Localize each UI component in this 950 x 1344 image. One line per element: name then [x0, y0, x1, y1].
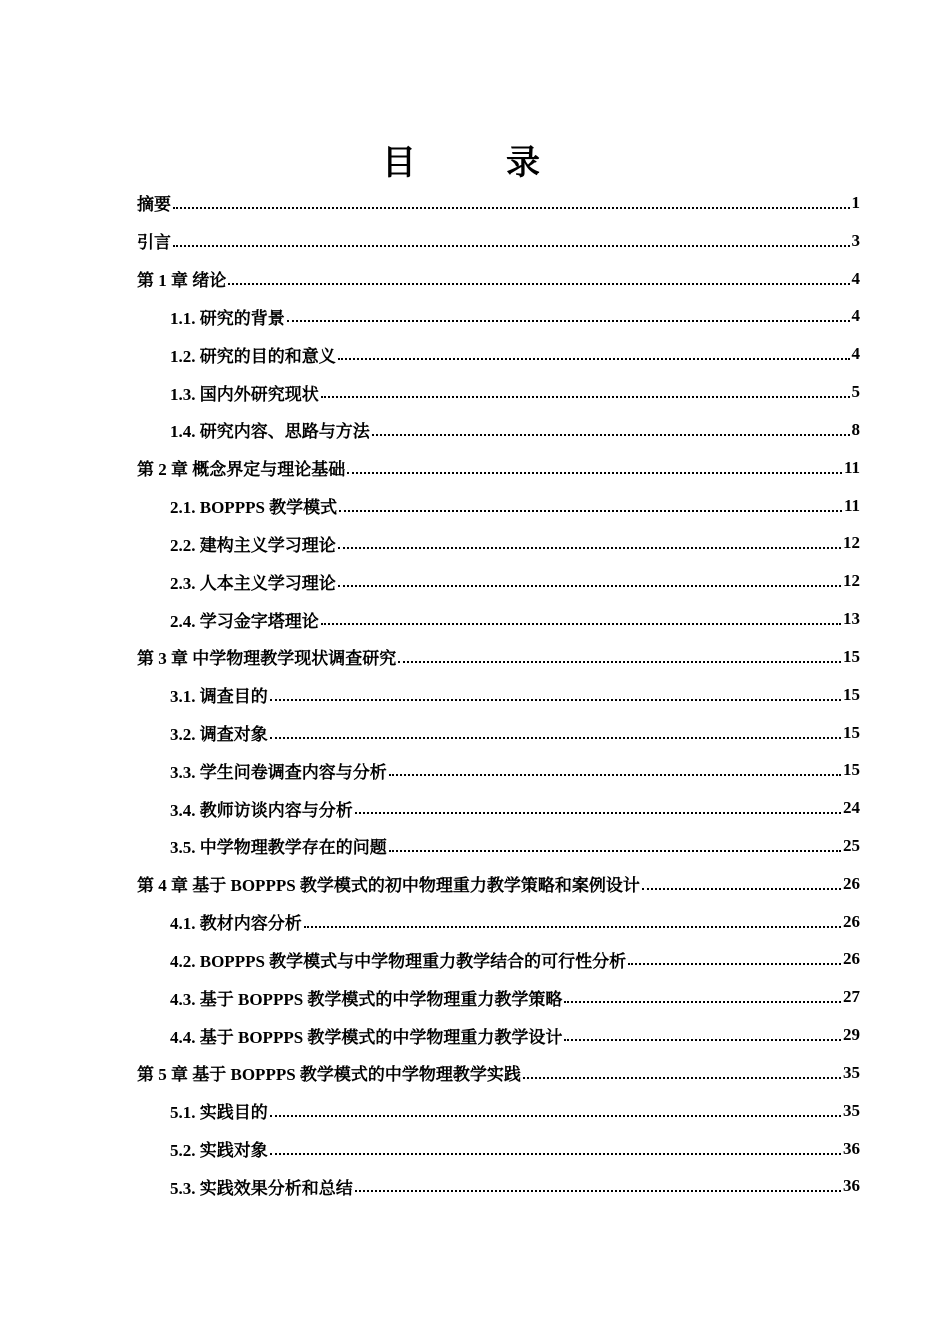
toc-entry-label: 第 3 章 中学物理教学现状调查研究 [137, 649, 397, 669]
toc-section-entry[interactable] [137, 411, 860, 449]
toc-entry-label: 3.1. 调查目的 [170, 687, 268, 707]
toc-chapter-entry[interactable] [137, 222, 860, 260]
toc-entry-label: 第 2 章 概念界定与理论基础 [137, 460, 346, 480]
dot-leader [338, 358, 850, 360]
dot-leader [642, 888, 841, 890]
dot-leader [355, 812, 841, 814]
toc-page-number: 8 [851, 419, 860, 439]
toc-entry-label: 4.2. BOPPPS 教学模式与中学物理重力教学结合的可行性分析 [170, 951, 627, 971]
toc-entry-label: 2.3. 人本主义学习理论 [170, 573, 336, 593]
toc-entry-label: 5.2. 实践对象 [170, 1141, 268, 1161]
toc-entry-label: 3.2. 调查对象 [170, 725, 268, 744]
toc-page-number: 12 [843, 533, 860, 553]
toc-page-number: 26 [843, 949, 860, 969]
toc-page-number: 26 [843, 873, 860, 893]
toc-page-number: 5 [851, 382, 860, 402]
dot-leader [564, 1001, 841, 1003]
toc-entry-label: 引言 [137, 233, 171, 253]
toc-entry-label: 第 1 章 绪论 [137, 271, 227, 291]
toc-section-entry[interactable] [137, 487, 860, 525]
dot-leader [173, 245, 850, 247]
toc-section-entry[interactable] [137, 751, 860, 789]
dot-leader [321, 623, 841, 625]
toc-entry-label: 5.1. 实践目的 [170, 1103, 268, 1123]
toc-page-number: 36 [843, 1138, 860, 1158]
toc-section-entry[interactable] [137, 1092, 860, 1130]
toc-page-number: 15 [843, 722, 860, 742]
toc-entry-label: 4.1. 教材内容分析 [170, 914, 302, 934]
toc-page-number: 15 [843, 760, 860, 780]
toc-section-entry[interactable] [137, 562, 860, 600]
toc-chapter-entry[interactable] [137, 638, 860, 676]
table-of-contents [137, 184, 860, 1205]
dot-leader [270, 699, 841, 701]
toc-page-number: 13 [843, 609, 860, 629]
toc-section-entry[interactable] [137, 978, 860, 1016]
toc-section-entry[interactable] [137, 827, 860, 865]
toc-section-entry[interactable] [137, 600, 860, 638]
toc-entry-label: 3.4. 教师访谈内容与分析 [170, 800, 353, 820]
toc-section-entry[interactable] [137, 1168, 860, 1206]
toc-entry-label: 1.4. 研究内容、思路与方法 [170, 422, 370, 442]
toc-section-entry[interactable] [137, 335, 860, 373]
dot-leader [339, 510, 842, 512]
toc-page-number: 3 [851, 230, 860, 250]
dot-leader [523, 1077, 841, 1079]
toc-page-number: 25 [843, 835, 860, 855]
toc-entry-label: 4.3. 基于 BOPPPS 教学模式的中学物理重力教学策略 [170, 989, 563, 1009]
toc-page-number: 26 [843, 911, 860, 931]
toc-page-number: 27 [843, 987, 860, 1007]
dot-leader [338, 585, 841, 587]
toc-entry-label: 3.5. 中学物理教学存在的问题 [170, 838, 387, 858]
toc-entry-label: 摘要 [137, 195, 171, 215]
dot-leader [270, 1153, 841, 1155]
toc-page-number: 12 [843, 571, 860, 591]
toc-entry-label: 1.3. 国内外研究现状 [170, 384, 319, 404]
toc-section-entry[interactable] [137, 1130, 860, 1168]
toc-entry-label: 4.4. 基于 BOPPPS 教学模式的中学物理重力教学设计 [170, 1027, 563, 1047]
dot-leader [287, 320, 850, 322]
dot-leader [389, 850, 841, 852]
toc-entry-label: 2.4. 学习金字塔理论 [170, 611, 319, 631]
toc-entry-label: 1.2. 研究的目的和意义 [170, 346, 336, 366]
toc-section-entry[interactable] [137, 789, 860, 827]
dot-leader [270, 1115, 841, 1117]
toc-page-number: 15 [843, 646, 860, 666]
toc-chapter-entry[interactable] [137, 184, 860, 222]
toc-page-number: 4 [851, 268, 860, 288]
toc-section-entry[interactable] [137, 297, 860, 335]
dot-leader [228, 283, 849, 285]
toc-page-number: 35 [843, 1062, 860, 1082]
toc-entry-label: 2.2. 建构主义学习理论 [170, 535, 336, 555]
dot-leader [338, 547, 841, 549]
toc-section-entry[interactable] [137, 941, 860, 979]
toc-chapter-entry[interactable] [137, 1054, 860, 1092]
toc-page-number: 11 [843, 457, 860, 477]
dot-leader [372, 434, 850, 436]
dot-leader [347, 472, 842, 474]
toc-chapter-entry[interactable] [137, 260, 860, 298]
toc-section-entry[interactable] [137, 676, 860, 714]
toc-entry-label: 2.1. BOPPPS 教学模式 [170, 498, 338, 518]
dot-leader [355, 1190, 841, 1192]
toc-page-number: 36 [843, 1176, 860, 1196]
dot-leader [628, 963, 841, 965]
toc-chapter-entry[interactable] [137, 865, 860, 903]
toc-entry-label: 第 5 章 基于 BOPPPS 教学模式的中学物理教学实践 [137, 1065, 521, 1085]
toc-section-entry[interactable] [137, 524, 860, 562]
toc-section-entry[interactable] [137, 714, 860, 752]
toc-chapter-entry[interactable] [137, 449, 860, 487]
dot-leader [389, 774, 841, 776]
dot-leader [398, 661, 841, 663]
dot-leader [564, 1039, 841, 1041]
toc-entry-label: 1.1. 研究的背景 [170, 308, 285, 328]
toc-entry-label: 3.3. 学生问卷调查内容与分析 [170, 762, 387, 782]
toc-entry-label: 5.3. 实践效果分析和总结 [170, 1178, 353, 1198]
toc-page-number: 15 [843, 684, 860, 704]
toc-page-number: 29 [843, 1025, 860, 1045]
toc-page-number: 35 [843, 1100, 860, 1120]
toc-page-number: 11 [843, 495, 860, 515]
dot-leader [321, 396, 850, 398]
toc-page-number: 4 [851, 344, 860, 364]
dot-leader [304, 926, 841, 928]
toc-section-entry[interactable] [137, 1016, 860, 1054]
toc-page-number: 1 [851, 192, 860, 212]
toc-title: 目 录 [382, 145, 568, 182]
toc-section-entry[interactable] [137, 373, 860, 411]
toc-page-number: 24 [843, 798, 860, 818]
dot-leader [173, 207, 850, 209]
toc-section-entry[interactable] [137, 903, 860, 941]
toc-entry-label: 第 4 章 基于 BOPPPS 教学模式的初中物理重力教学策略和案例设计 [137, 876, 640, 896]
dot-leader [270, 737, 841, 739]
toc-page-number: 4 [851, 306, 860, 326]
